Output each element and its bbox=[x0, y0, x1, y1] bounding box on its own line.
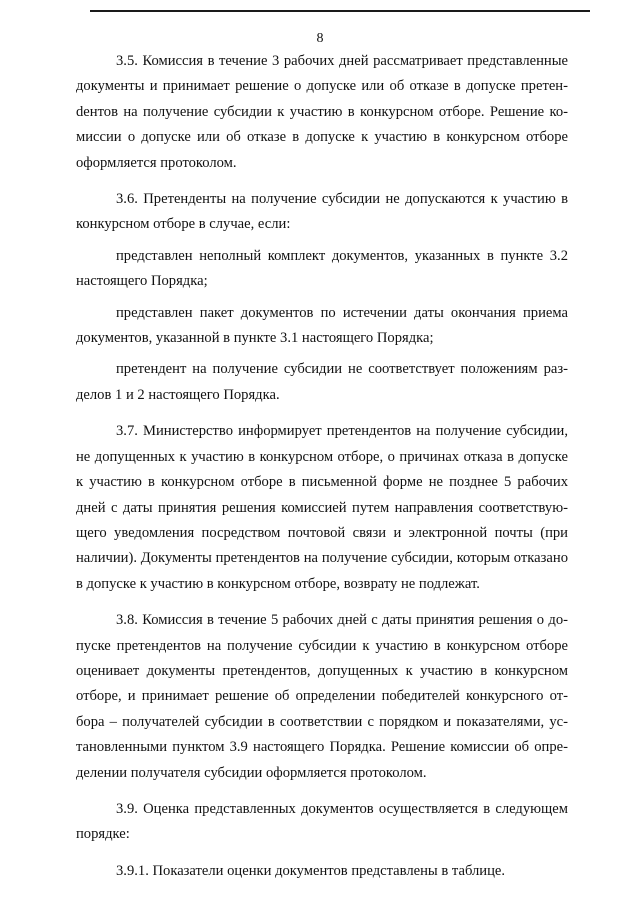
paragraph-3-6-item-1: представлен неполный комплект документов, указанных в пункте 3.2 настоящего Порядка; bbox=[76, 247, 568, 290]
paragraph-3-6-item-2: представлен пакет документов по истечении даты окончания приема документов, указанной в пункте 3.1 настоящего Порядка; bbox=[76, 304, 568, 347]
paragraph-3-7: 3.7. Министерство информирует претендентов на получение субсидии, не допущенных к участию в конкурсном отборе, о причинах отказа в допуске к участию в конкурсном отборе в письменной форме не позднее 5 рабочих дней с даты принятия решения комиссией путем направления соответствующего уведомления посредством почтовой связи и электронной почты (при наличии). Документы претендентов на получение субсидии, которым отказано в допуске к участию в конкурсном отборе, возврату не подлежат. bbox=[76, 423, 568, 592]
paragraph-3-6-item-3: претендент на получение субсидии не соответствует положениям разделов 1 и 2 настоящего Порядка. bbox=[76, 361, 568, 403]
paragraph-3-8: 3.8. Комиссия в течение 5 рабочих дней с даты принятия решения о допуске претендентов на получение субсидии к участию в конкурсном отборе оценивает документы претендентов, допущенных к участию в конкурсном отборе, и принимает решение об определении победителей конкурсного отбора – получателей субсидии в соответствии с порядком и показателями, установленными пунктом 3.9 настоящего Порядка. Решение комиссии об определении получателя субсидии оформляется протоколом. bbox=[76, 612, 568, 781]
paragraph-3-5: 3.5. Комиссия в течение 3 рабочих дней рассматривает представленные документы и принимает решение о допуске или об отказе в допуске претенdентов на получение субсидии к участию в конкурсном отборе. Решение комиссии о допуске или об отказе в допуске к участию в конкурсном отборе оформляется протоколом. bbox=[76, 53, 568, 171]
page-number: 8 bbox=[316, 31, 324, 46]
document-body bbox=[76, 49, 568, 895]
paragraph-3-6: 3.6. Претенденты на получение субсидии не допускаются к участию в конкурсном отборе в случае, если: bbox=[76, 191, 568, 233]
paragraph-3-9-1: 3.9.1. Показатели оценки документов представлены в таблице. bbox=[116, 862, 506, 879]
top-border-line bbox=[90, 10, 590, 12]
paragraph-3-9: 3.9. Оценка представленных документов осуществляется в следующем порядке: bbox=[76, 800, 568, 843]
